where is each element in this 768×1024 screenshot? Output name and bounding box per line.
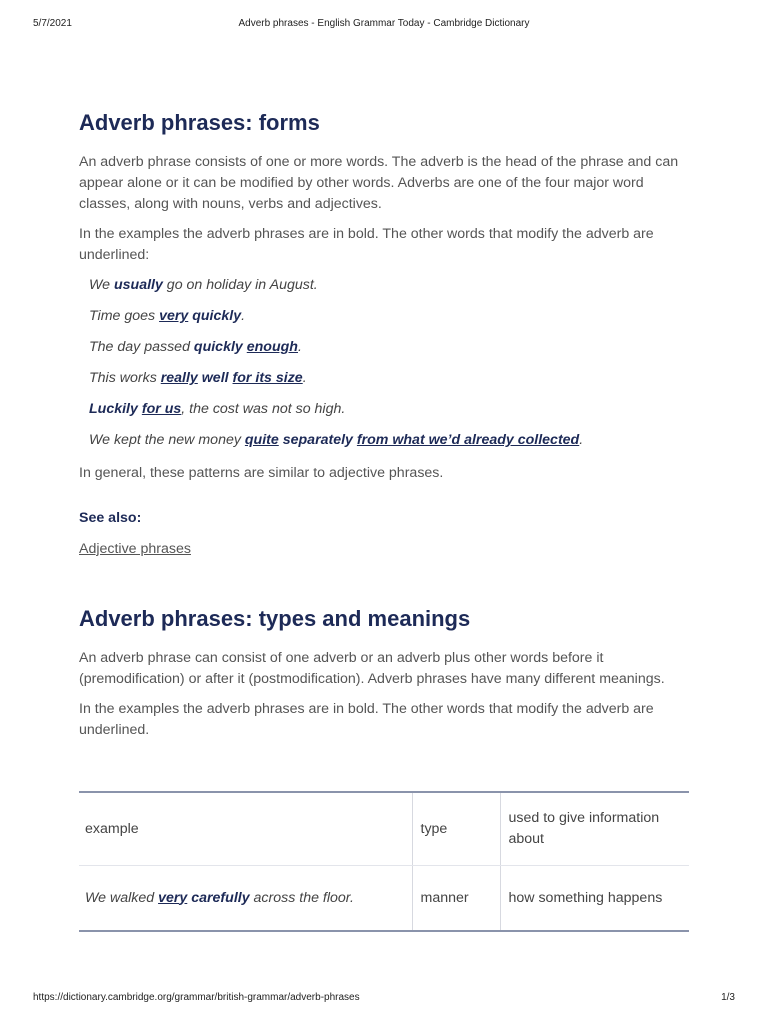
- see-also-label: See also:: [79, 510, 142, 526]
- example-sentence: Luckily for us, the cost was not so high.: [89, 401, 346, 417]
- table-header-info: used to give information about: [500, 792, 689, 866]
- page-number: 1/3: [721, 992, 735, 1003]
- table-header-row: [79, 792, 689, 866]
- table-cell-example: We walked very carefully across the floor.: [79, 866, 412, 932]
- forms-paragraph-2: In the examples the adverb phrases are in bold. The other words that modify the adverb are underlined:: [79, 226, 654, 263]
- section-types: [79, 604, 691, 750]
- print-date: 5/7/2021: [33, 18, 72, 29]
- print-footer: [33, 992, 735, 1006]
- forms-paragraph-1: An adverb phrase consists of one or more words. The adverb is the head of the phrase and can appear alone or it can be modified by other words. Adverbs are one of the four major word classes, along with nouns, verbs and adjectives.: [79, 154, 679, 212]
- section-forms: [79, 108, 691, 560]
- print-title: Adverb phrases - English Grammar Today - Cambridge Dictionary: [238, 18, 530, 29]
- table-cell-type: manner: [412, 866, 500, 932]
- table-header-example: example: [79, 792, 412, 866]
- types-paragraph-2: In the examples the adverb phrases are in bold. The other words that modify the adverb are underlined.: [79, 701, 654, 738]
- example-sentence: Time goes very quickly.: [89, 308, 246, 324]
- types-paragraph-1: An adverb phrase can consist of one adverb or an adverb plus other words before it (premodification) or after it (postmodification). Adverb phrases have many different meanings.: [79, 650, 665, 687]
- examples-list: [89, 275, 691, 451]
- table-header-type: type: [412, 792, 500, 866]
- adjective-phrases-link[interactable]: Adjective phrases: [79, 541, 191, 557]
- example-sentence: We usually go on holiday in August.: [89, 277, 318, 293]
- forms-paragraph-3: In general, these patterns are similar to adjective phrases.: [79, 465, 444, 481]
- section-heading-types: Adverb phrases: types and meanings: [79, 606, 471, 631]
- example-sentence: This works really well for its size.: [89, 370, 307, 386]
- section-heading-forms: Adverb phrases: forms: [79, 110, 320, 135]
- table-row: [79, 866, 689, 932]
- example-sentence: We kept the new money quite separately from what we’d already collected.: [89, 432, 584, 448]
- print-header: [33, 18, 735, 32]
- example-sentence: The day passed quickly enough.: [89, 339, 302, 355]
- table-cell-info: how something happens: [500, 866, 689, 932]
- print-url: https://dictionary.cambridge.org/grammar/british-grammar/adverb-phrases: [33, 992, 360, 1003]
- adverb-types-table: [79, 791, 689, 932]
